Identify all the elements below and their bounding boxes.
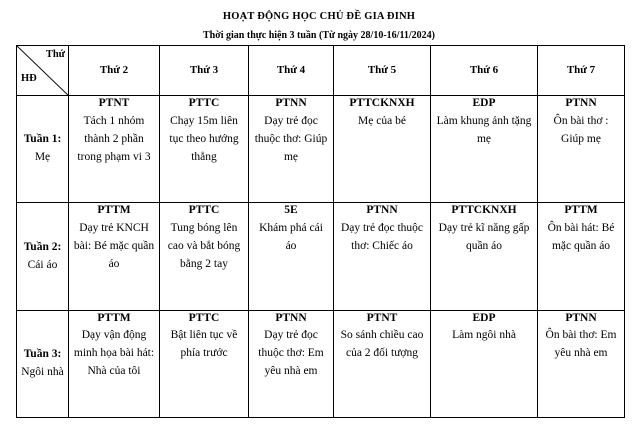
activity-description: Bật liên tục về phía trước — [170, 329, 238, 360]
activity-code: PTTM — [97, 311, 131, 324]
activity-code: PTNN — [275, 311, 307, 324]
activity-cell — [431, 310, 538, 417]
day-header: Thứ 4 — [249, 46, 334, 96]
activity-description: Dạy trẻ đọc thuộc thơ: Em yêu nhà em — [258, 329, 324, 378]
activity-code: PTNT — [98, 97, 130, 110]
activity-code: PTNT — [366, 311, 398, 324]
activity-cell — [431, 96, 538, 203]
week-theme: Cái áo — [27, 258, 58, 271]
activity-cell — [538, 203, 625, 310]
activity-description: Làm ngôi nhà — [452, 329, 516, 342]
activity-description: Ôn bài hát: Bé mặc quần áo — [547, 222, 615, 253]
activity-code: PTNN — [275, 97, 307, 110]
day-header: Thứ 5 — [334, 46, 431, 96]
activity-cell — [538, 310, 625, 417]
week-label-cell — [17, 203, 69, 310]
corner-day-label: Thứ — [45, 49, 65, 60]
activity-cell — [69, 203, 160, 310]
corner-activity-label: HĐ — [21, 72, 37, 84]
activity-cell — [160, 203, 249, 310]
activity-code: PTTM — [564, 204, 598, 217]
activity-cell — [160, 310, 249, 417]
week-row — [17, 96, 625, 203]
activity-cell — [69, 96, 160, 203]
activity-code: PTNN — [565, 311, 597, 324]
week-label-cell — [17, 96, 69, 203]
activity-description: Tách 1 nhóm thành 2 phần trong phạm vi 3 — [77, 114, 151, 163]
corner-cell — [17, 46, 69, 96]
day-header: Thứ 7 — [538, 46, 625, 96]
activity-cell — [431, 203, 538, 310]
week-theme: Mẹ — [34, 151, 51, 164]
activity-cell — [334, 96, 431, 203]
activity-description: Ôn bài thơ : Giúp mẹ — [553, 114, 609, 145]
activity-code: EDP — [472, 97, 496, 110]
activity-cell — [249, 203, 334, 310]
activity-description: Khám phá cái áo — [259, 222, 323, 253]
schedule-table — [16, 45, 625, 418]
activity-code: PTTC — [188, 311, 220, 324]
activity-description: Ôn bài thơ: Em yêu nhà em — [545, 329, 617, 360]
week-name: Tuần 3: — [23, 348, 62, 361]
activity-description: Tung bóng lên cao và bắt bóng bằng 2 tay — [167, 222, 241, 270]
activity-code: PTTC — [188, 204, 220, 217]
activity-cell — [249, 310, 334, 417]
activity-code: PTTC — [188, 97, 220, 110]
activity-cell — [249, 96, 334, 203]
activity-cell — [538, 96, 625, 203]
activity-description: So sánh chiều cao của 2 đối tượng — [340, 329, 424, 360]
activity-code: PTNN — [366, 204, 398, 217]
header-row — [17, 46, 625, 96]
activity-description: Mẹ của bé — [358, 114, 406, 127]
activity-cell — [160, 96, 249, 203]
week-name: Tuần 2: — [23, 240, 62, 253]
activity-code: PTTCKNXH — [349, 97, 415, 110]
week-theme: Ngôi nhà — [21, 365, 64, 378]
activity-description: Dạy trẻ kĩ năng gấp quần áo — [438, 222, 530, 253]
activity-description: Làm khung ảnh tặng mẹ — [436, 114, 532, 145]
activity-code: EDP — [472, 311, 496, 324]
activity-description: Dạy trẻ đọc thuộc thơ: Giúp mẹ — [254, 114, 328, 163]
week-name: Tuần 1: — [23, 133, 62, 146]
day-header: Thứ 6 — [431, 46, 538, 96]
activity-description: Dạy trẻ KNCH bài: Bé mặc quần áo — [73, 222, 155, 270]
activity-cell — [69, 310, 160, 417]
activity-description: Dạy vận động minh họa bài hát: Nhà của tôi — [73, 329, 155, 378]
day-header: Thứ 3 — [160, 46, 249, 96]
activity-cell — [334, 310, 431, 417]
activity-code: PTTCKNXH — [451, 204, 517, 217]
week-row — [17, 203, 625, 310]
activity-description: Chạy 15m liên tục theo hướng thẳng — [169, 114, 239, 163]
week-row — [17, 310, 625, 417]
day-header: Thứ 2 — [69, 46, 160, 96]
document-subtitle: Thời gian thực hiện 3 tuần (Từ ngày 28/10-16/11/2024) — [202, 30, 436, 41]
activity-cell — [334, 203, 431, 310]
activity-code: PTNN — [565, 97, 597, 110]
activity-description: Dạy trẻ đọc thuộc thơ: Chiếc áo — [340, 222, 424, 253]
activity-code: 5E — [284, 204, 298, 217]
document-title: HOẠT ĐỘNG HỌC CHỦ ĐỀ GIA ĐINH — [222, 11, 416, 22]
activity-code: PTTM — [97, 204, 131, 217]
week-label-cell — [17, 310, 69, 417]
